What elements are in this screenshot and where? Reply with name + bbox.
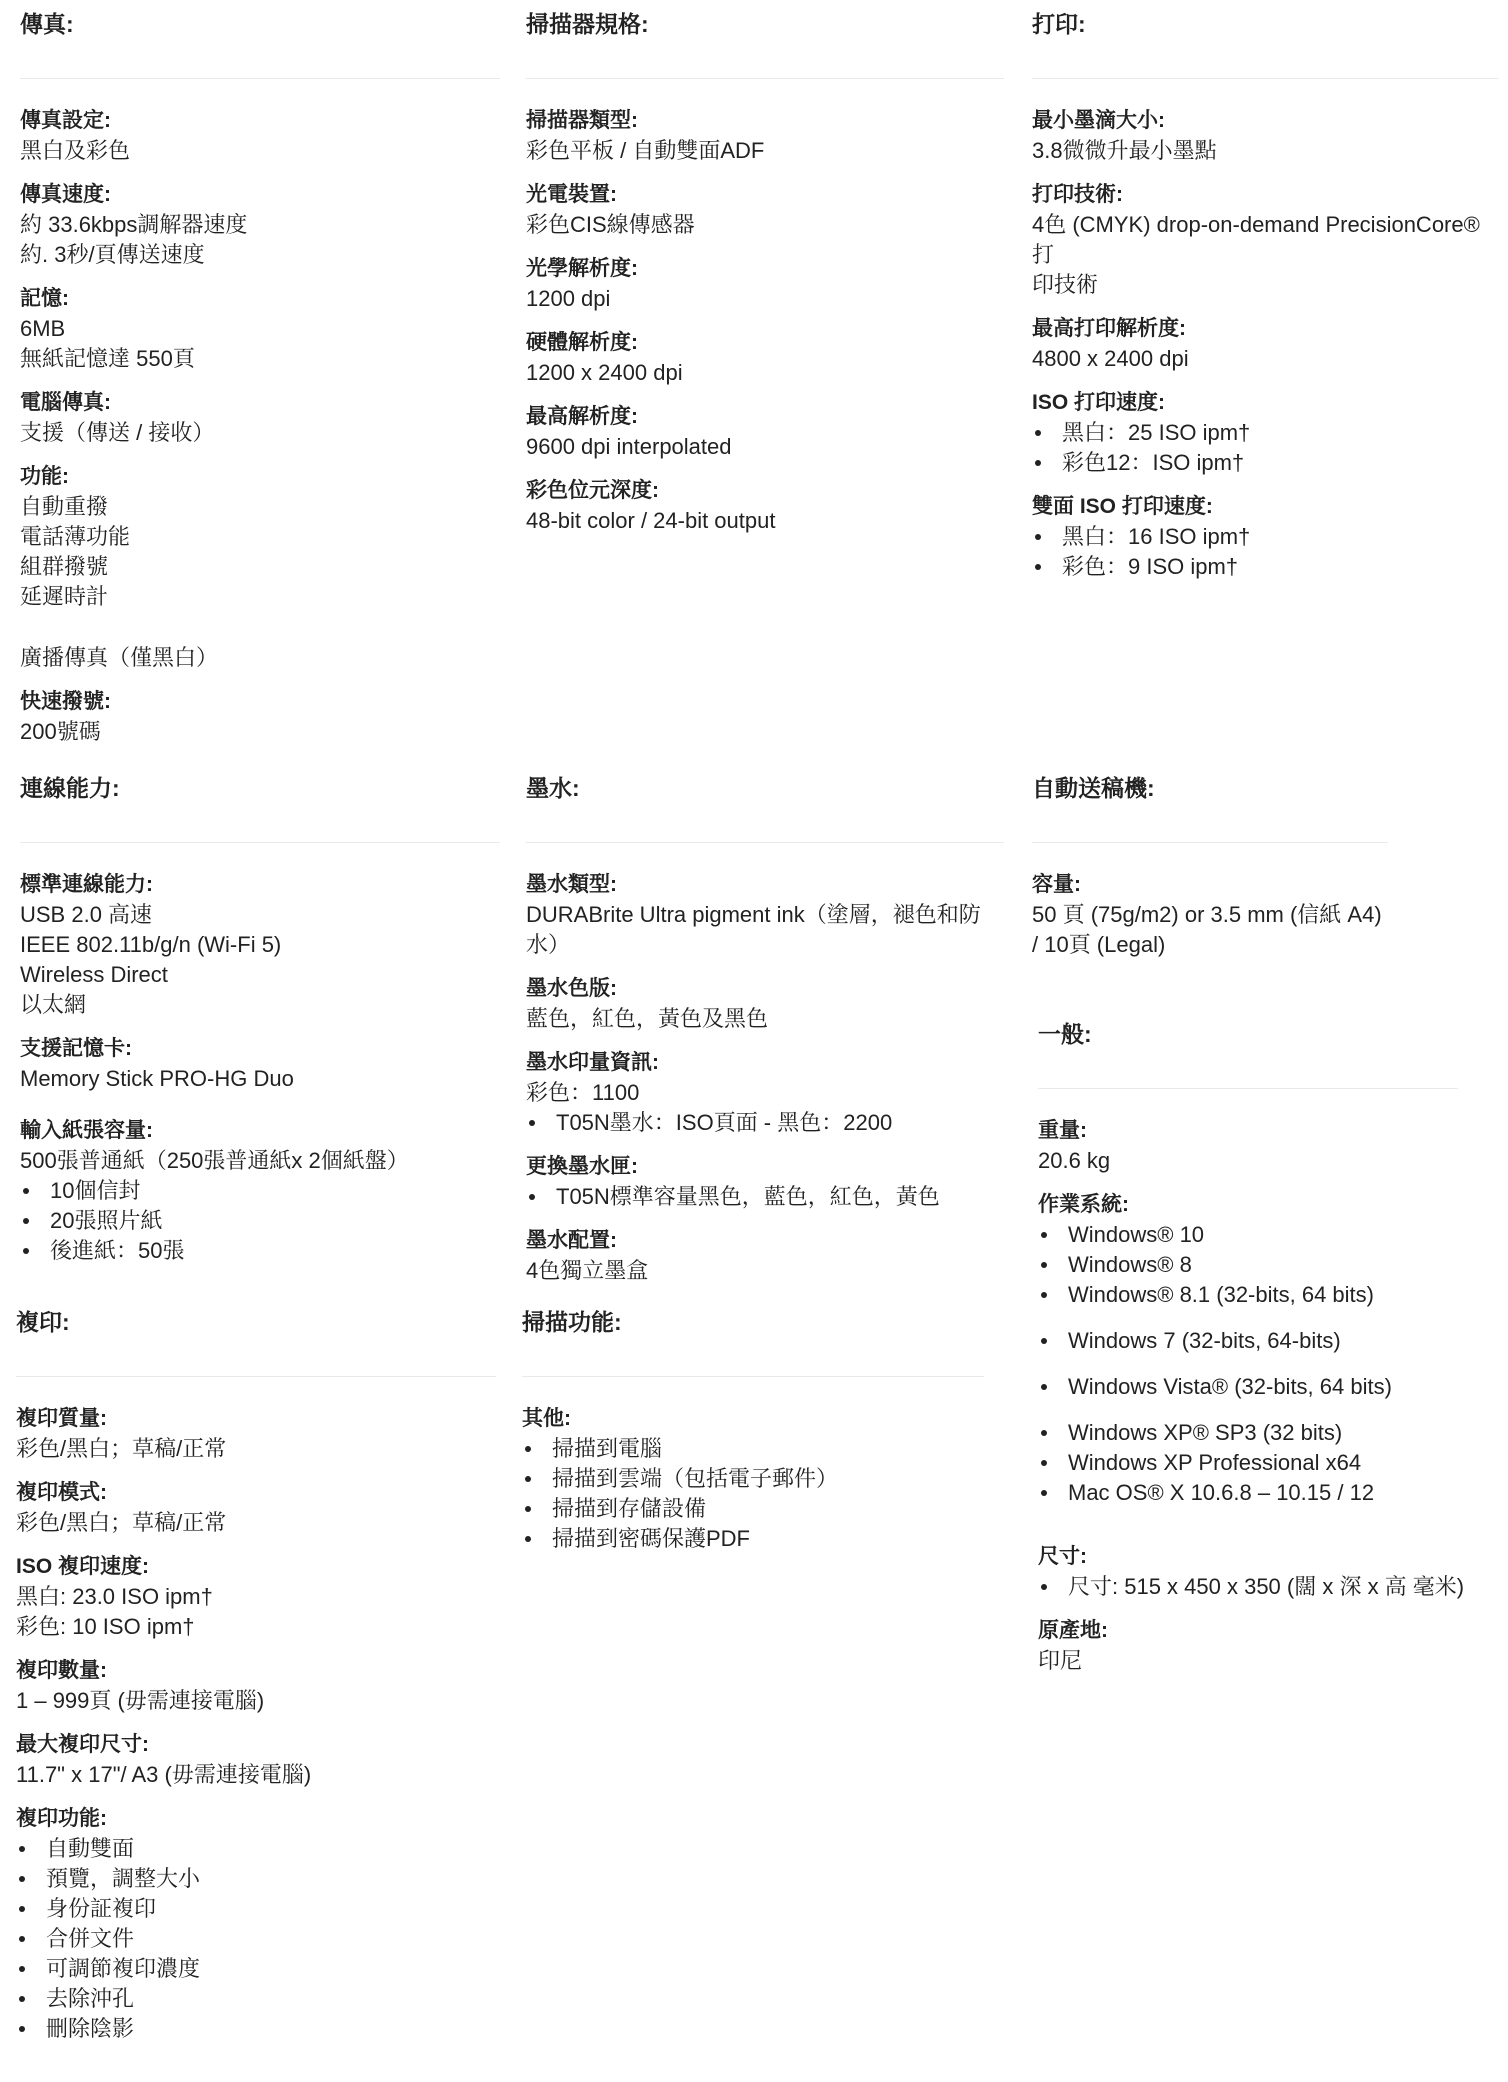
general-size-list	[1038, 1572, 1498, 1602]
fax-speed-dial	[20, 687, 500, 747]
adf-title: 自動送稿機:	[1032, 775, 1155, 801]
scan-function-other	[522, 1404, 984, 1554]
list-item: 身份証複印	[16, 1894, 496, 1924]
list-item: T05N標準容量黑色，藍色，紅色，黃色	[526, 1182, 1004, 1212]
print-tech-line: 4色 (CMYK) drop-on-demand PrecisionCore® 打	[1032, 212, 1480, 267]
connectivity-line: 以太網	[20, 992, 87, 1017]
fax-title: 傳真:	[20, 11, 74, 37]
connectivity-cards-label: 支援記憶卡:	[20, 1037, 132, 1060]
fax-features-label: 功能:	[20, 465, 69, 488]
copy-count-value: 1 – 999頁 (毋需連接電腦)	[16, 1688, 265, 1713]
copy-mode	[16, 1478, 496, 1538]
spacer	[1038, 1310, 1498, 1326]
connectivity-paper-list	[20, 1176, 500, 1266]
copy-features-label: 複印功能:	[16, 1807, 107, 1830]
scanner-depth-label: 彩色位元深度:	[526, 479, 659, 502]
ink-divider	[526, 842, 1004, 843]
list-item: Windows Vista® (32-bits, 64 bits)	[1038, 1372, 1498, 1402]
print-max-res	[1032, 314, 1498, 374]
general-origin	[1038, 1616, 1498, 1676]
ink-section	[526, 776, 1004, 1300]
ink-config-label: 墨水配置:	[526, 1229, 617, 1252]
copy-count-label: 複印數量:	[16, 1659, 107, 1682]
ink-replace-list	[526, 1182, 1004, 1212]
scanner-type-label: 掃描器類型:	[526, 109, 638, 132]
general-origin-value: 印尼	[1038, 1648, 1083, 1673]
print-divider	[1032, 78, 1498, 79]
ink-colors-value: 藍色，紅色，黃色及黑色	[526, 1006, 769, 1031]
ink-type-line: 水）	[526, 932, 571, 957]
list-item: Windows XP® SP3 (32 bits)	[1038, 1418, 1498, 1448]
list-item: Windows 7 (32-bits, 64-bits)	[1038, 1326, 1498, 1356]
ink-replace-label: 更換墨水匣:	[526, 1155, 638, 1178]
connectivity-line: IEEE 802.11b/g/n (Wi-Fi 5)	[20, 932, 282, 957]
ink-yield-label: 墨水印量資訊:	[526, 1051, 659, 1074]
general-weight-label: 重量:	[1038, 1119, 1087, 1142]
print-tech-line: 印技術	[1032, 272, 1099, 297]
ink-yield	[526, 1048, 1004, 1138]
connectivity-section	[20, 776, 500, 1280]
list-item: 掃描到雲端（包括電子郵件）	[522, 1464, 984, 1494]
scanner-type	[526, 106, 1004, 166]
print-max-res-label: 最高打印解析度:	[1032, 317, 1186, 340]
fax-settings-label: 傳真設定:	[20, 109, 111, 132]
general-os-list	[1038, 1418, 1498, 1508]
copy-iso-label: ISO 複印速度:	[16, 1555, 150, 1578]
fax-feature-line: 延遲時計	[20, 584, 109, 609]
general-origin-label: 原產地:	[1038, 1619, 1108, 1642]
list-item: 黑白：16 ISO ipm†	[1032, 522, 1498, 552]
list-item: 自動雙面	[16, 1834, 496, 1864]
fax-speed-line: 約. 3秒/頁傳送速度	[20, 242, 205, 267]
scanner-depth-value: 48-bit color / 24-bit output	[526, 508, 776, 533]
general-os	[1038, 1190, 1498, 1508]
scanner-max-label: 最高解析度:	[526, 405, 638, 428]
print-droplet	[1032, 106, 1498, 166]
general-weight-value: 20.6 kg	[1038, 1148, 1111, 1173]
connectivity-paper-value: 500張普通紙（250張普通紙x 2個紙盤）	[20, 1148, 409, 1173]
connectivity-line: Wireless Direct	[20, 962, 168, 987]
ink-colors	[526, 974, 1004, 1034]
adf-capacity	[1032, 870, 1388, 960]
copy-count	[16, 1656, 496, 1716]
adf-capacity-line: / 10頁 (Legal)	[1032, 932, 1166, 957]
scanner-title: 掃描器規格:	[526, 11, 649, 37]
fax-feature-line: 廣播傳真（僅黑白）	[20, 645, 219, 670]
fax-feature-line: 自動重撥	[20, 494, 109, 519]
copy-features	[16, 1804, 496, 2044]
connectivity-paper-label: 輸入紙張容量:	[20, 1119, 153, 1142]
print-title: 打印:	[1032, 11, 1086, 37]
ink-config-value: 4色獨立墨盒	[526, 1258, 649, 1283]
list-item: 掃描到密碼保護PDF	[522, 1524, 984, 1554]
copy-features-list	[16, 1834, 496, 2044]
list-item: 彩色12：ISO ipm†	[1032, 448, 1498, 478]
list-item: 合併文件	[16, 1924, 496, 1954]
fax-speed-dial-label: 快速撥號:	[20, 690, 111, 713]
general-os-list	[1038, 1220, 1498, 1310]
list-item: 20張照片紙	[20, 1206, 500, 1236]
list-item: Windows XP Professional x64	[1038, 1448, 1498, 1478]
scanner-photo	[526, 180, 1004, 240]
list-item: Windows® 10	[1038, 1220, 1498, 1250]
print-duplex-iso-list	[1032, 522, 1498, 582]
scanner-hardware-value: 1200 x 2400 dpi	[526, 360, 683, 385]
print-tech-label: 打印技術:	[1032, 183, 1123, 206]
fax-pc-fax	[20, 388, 500, 448]
print-section	[1032, 12, 1498, 596]
scan-function-list	[522, 1434, 984, 1554]
copy-iso-line: 黑白: 23.0 ISO ipm†	[16, 1584, 213, 1609]
copy-quality-label: 複印質量:	[16, 1407, 107, 1430]
print-duplex-iso-label: 雙面 ISO 打印速度:	[1032, 495, 1213, 518]
connectivity-divider	[20, 842, 500, 843]
list-item: 掃描到存儲設備	[522, 1494, 984, 1524]
connectivity-line: USB 2.0 高速	[20, 902, 153, 927]
scanner-photo-value: 彩色CIS線傳感器	[526, 212, 695, 237]
list-item: 可調節複印濃度	[16, 1954, 496, 1984]
copy-quality	[16, 1404, 496, 1464]
scanner-optical	[526, 254, 1004, 314]
copy-quality-value: 彩色/黑白；草稿/正常	[16, 1436, 227, 1461]
list-item: Mac OS® X 10.6.8 – 10.15 / 12	[1038, 1478, 1498, 1508]
scanner-divider	[526, 78, 1004, 79]
adf-section	[1032, 776, 1388, 974]
ink-title: 墨水:	[526, 775, 580, 801]
copy-title: 複印:	[16, 1309, 70, 1335]
list-item: 黑白：25 ISO ipm†	[1032, 418, 1498, 448]
connectivity-cards-value: Memory Stick PRO-HG Duo	[20, 1066, 294, 1091]
fax-memory-line: 無紙記憶達 550頁	[20, 346, 195, 371]
general-os-list	[1038, 1326, 1498, 1356]
general-weight	[1038, 1116, 1498, 1176]
scan-function-section	[522, 1310, 984, 1568]
fax-speed	[20, 180, 500, 270]
general-os-label: 作業系統:	[1038, 1193, 1129, 1216]
scanner-optical-label: 光學解析度:	[526, 257, 638, 280]
fax-memory-label: 記憶:	[20, 287, 69, 310]
print-iso	[1032, 388, 1498, 478]
copy-iso	[16, 1552, 496, 1642]
ink-yield-list	[526, 1108, 1004, 1138]
list-item: 後進紙：50張	[20, 1236, 500, 1266]
scan-function-other-label: 其他:	[522, 1407, 571, 1430]
fax-pc-fax-label: 電腦傳真:	[20, 391, 111, 414]
connectivity-paper	[20, 1116, 500, 1266]
adf-capacity-line: 50 頁 (75g/m2) or 3.5 mm (信紙 A4)	[1032, 902, 1382, 927]
copy-max-size	[16, 1730, 496, 1790]
list-item: Windows® 8.1 (32-bits, 64 bits)	[1038, 1280, 1498, 1310]
copy-mode-label: 複印模式:	[16, 1481, 107, 1504]
print-iso-label: ISO 打印速度:	[1032, 391, 1166, 414]
connectivity-cards	[20, 1034, 500, 1094]
fax-pc-fax-value: 支援（傳送 / 接收）	[20, 420, 215, 445]
fax-settings	[20, 106, 500, 166]
scanner-max-value: 9600 dpi interpolated	[526, 434, 732, 459]
ink-type	[526, 870, 1004, 960]
print-max-res-value: 4800 x 2400 dpi	[1032, 346, 1189, 371]
general-size-label: 尺寸:	[1038, 1545, 1087, 1568]
scanner-max	[526, 402, 1004, 462]
print-droplet-label: 最小墨滴大小:	[1032, 109, 1165, 132]
list-item: 10個信封	[20, 1176, 500, 1206]
print-droplet-value: 3.8微微升最小墨點	[1032, 138, 1217, 163]
copy-max-size-label: 最大複印尺寸:	[16, 1733, 149, 1756]
scanner-hardware	[526, 328, 1004, 388]
fax-divider	[20, 78, 500, 79]
print-iso-list	[1032, 418, 1498, 478]
list-item: 預覽，調整大小	[16, 1864, 496, 1894]
fax-speed-label: 傳真速度:	[20, 183, 111, 206]
scan-function-divider	[522, 1376, 984, 1377]
list-item: T05N墨水：ISO頁面 - 黑色：2200	[526, 1108, 1004, 1138]
general-size	[1038, 1542, 1498, 1602]
copy-section	[16, 1310, 496, 2058]
fax-settings-value: 黑白及彩色	[20, 138, 131, 163]
ink-type-label: 墨水類型:	[526, 873, 617, 896]
adf-capacity-label: 容量:	[1032, 873, 1081, 896]
general-title: 一般:	[1038, 1021, 1092, 1047]
spacer	[1038, 1402, 1498, 1418]
connectivity-standard	[20, 870, 500, 1020]
fax-memory	[20, 284, 500, 374]
ink-config	[526, 1226, 1004, 1286]
scanner-depth	[526, 476, 1004, 536]
general-os-list	[1038, 1372, 1498, 1402]
list-item: 去除沖孔	[16, 1984, 496, 2014]
fax-features	[20, 462, 500, 673]
scanner-photo-label: 光電裝置:	[526, 183, 617, 206]
scanner-hardware-label: 硬體解析度:	[526, 331, 638, 354]
print-duplex-iso	[1032, 492, 1498, 582]
connectivity-standard-label: 標準連線能力:	[20, 873, 153, 896]
copy-max-size-value: 11.7" x 17"/ A3 (毋需連接電腦)	[16, 1762, 312, 1787]
copy-divider	[16, 1376, 496, 1377]
scanner-type-value: 彩色平板 / 自動雙面ADF	[526, 138, 765, 163]
spacer	[20, 612, 500, 643]
ink-yield-value: 彩色：1100	[526, 1080, 640, 1105]
fax-memory-line: 6MB	[20, 316, 66, 341]
copy-mode-value: 彩色/黑白；草稿/正常	[16, 1510, 227, 1535]
general-section	[1038, 1022, 1498, 1690]
scanner-optical-value: 1200 dpi	[526, 286, 611, 311]
list-item: 刪除陰影	[16, 2014, 496, 2044]
fax-speed-line: 約 33.6kbps調解器速度	[20, 212, 248, 237]
list-item: 掃描到電腦	[522, 1434, 984, 1464]
ink-type-line: DURABrite Ultra pigment ink（塗層，褪色和防	[526, 902, 981, 927]
fax-feature-line: 組群撥號	[20, 554, 109, 579]
fax-feature-line: 電話薄功能	[20, 524, 131, 549]
fax-section	[20, 12, 500, 761]
spacer	[1038, 1356, 1498, 1372]
ink-colors-label: 墨水色版:	[526, 977, 617, 1000]
connectivity-title: 連線能力:	[20, 775, 120, 801]
general-divider	[1038, 1088, 1458, 1089]
adf-divider	[1032, 842, 1388, 843]
print-tech	[1032, 180, 1498, 300]
list-item: Windows® 8	[1038, 1250, 1498, 1280]
copy-iso-line: 彩色: 10 ISO ipm†	[16, 1614, 195, 1639]
ink-replace	[526, 1152, 1004, 1212]
list-item: 尺寸: 515 x 450 x 350 (闊 x 深 x 高 毫米)	[1038, 1572, 1498, 1602]
fax-speed-dial-value: 200號碼	[20, 719, 101, 744]
list-item: 彩色：9 ISO ipm†	[1032, 552, 1498, 582]
scanner-section	[526, 12, 1004, 550]
scan-function-title: 掃描功能:	[522, 1309, 622, 1335]
